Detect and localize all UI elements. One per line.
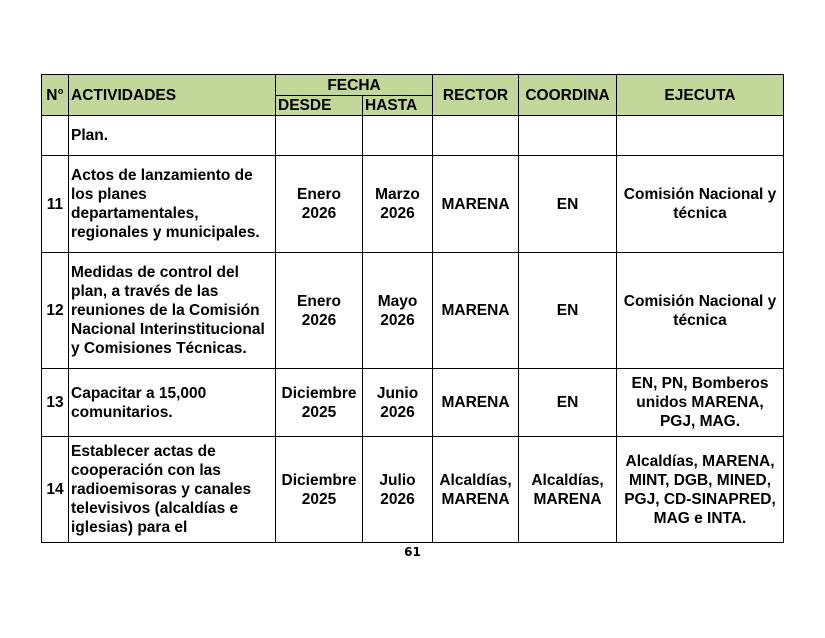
activities-table [41, 74, 784, 543]
rector-cell [433, 116, 519, 156]
from-cell: Enero 2026 [276, 253, 363, 369]
table-row [42, 369, 784, 437]
rector-cell: MARENA [433, 369, 519, 437]
rector-cell: Alcaldías, MARENA [433, 437, 519, 543]
to-cell: Julio 2026 [363, 437, 433, 543]
activity-cell: Capacitar a 15,000 comunitarios. [69, 369, 276, 437]
coordina-cell: EN [519, 156, 617, 253]
to-cell: Marzo 2026 [363, 156, 433, 253]
ejecuta-cell [617, 116, 784, 156]
from-cell [276, 116, 363, 156]
table-row [42, 116, 784, 156]
to-cell: Junio 2026 [363, 369, 433, 437]
header-ejecuta: EJECUTA [617, 75, 784, 116]
header-activities: ACTIVIDADES [69, 75, 276, 116]
coordina-cell: EN [519, 369, 617, 437]
rector-cell: MARENA [433, 156, 519, 253]
header-rector: RECTOR [433, 75, 519, 116]
header-number: N° [42, 75, 69, 116]
row-number: 11 [42, 156, 69, 253]
header-coordina: COORDINA [519, 75, 617, 116]
to-cell [363, 116, 433, 156]
from-cell: Enero 2026 [276, 156, 363, 253]
activity-cell: Plan. [69, 116, 276, 156]
activity-cell: Actos de lanzamiento de los planes departamentales, regionales y municipales. [69, 156, 276, 253]
table-row [42, 156, 784, 253]
header-to: HASTA [363, 96, 433, 116]
from-cell: Diciembre 2025 [276, 369, 363, 437]
activity-cell: Establecer actas de cooperación con las radioemisoras y canales televisivos (alcaldías e iglesias) para el [69, 437, 276, 543]
ejecuta-cell: Comisión Nacional y técnica [617, 253, 784, 369]
page-number: 61 [404, 545, 421, 559]
coordina-cell [519, 116, 617, 156]
rector-cell: MARENA [433, 253, 519, 369]
to-cell: Mayo 2026 [363, 253, 433, 369]
row-number [42, 116, 69, 156]
from-cell: Diciembre 2025 [276, 437, 363, 543]
row-number: 14 [42, 437, 69, 543]
ejecuta-cell: Comisión Nacional y técnica [617, 156, 784, 253]
header-from: DESDE [276, 96, 363, 116]
activity-cell: Medidas de control del plan, a través de las reuniones de la Comisión Nacional Interinstitucional y Comisiones Técnicas. [69, 253, 276, 369]
ejecuta-cell: Alcaldías, MARENA, MINT, DGB, MINED, PGJ, CD-SINAPRED, MAG e INTA. [617, 437, 784, 543]
table-row [42, 437, 784, 543]
ejecuta-cell: EN, PN, Bomberos unidos MARENA, PGJ, MAG. [617, 369, 784, 437]
row-number: 12 [42, 253, 69, 369]
coordina-cell: EN [519, 253, 617, 369]
row-number: 13 [42, 369, 69, 437]
header-date: FECHA [276, 75, 433, 96]
table-row [42, 253, 784, 369]
coordina-cell: Alcaldías, MARENA [519, 437, 617, 543]
